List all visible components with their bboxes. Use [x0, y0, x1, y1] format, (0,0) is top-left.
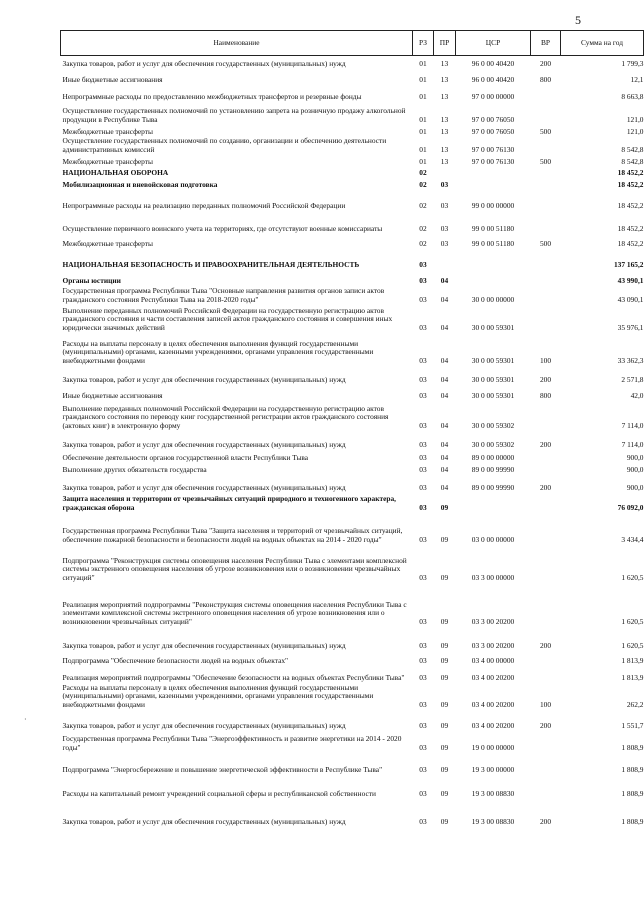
cell-name: Закупка товаров, работ и услуг для обеспечения государственных (муниципальных) нужд: [62, 816, 346, 826]
cell-name: Расходы на капитальный ремонт учреждений социальной сферы и республиканской собственности: [62, 788, 376, 798]
cell-pr: 09: [440, 699, 449, 709]
table-header-row: [61, 31, 644, 56]
cell-pr: 04: [440, 322, 449, 332]
cell-csr: 99 0 00 00000: [471, 200, 515, 210]
cell-vr: 200: [539, 58, 552, 68]
cell-name: Подпрограмма "Обеспечение безопасности людей на водных объектах": [62, 655, 289, 665]
cell-vr: 100: [539, 355, 552, 365]
table-row: [61, 85, 644, 102]
table-row: [61, 666, 644, 683]
cell-vr: 800: [539, 390, 552, 400]
cell-pr: 09: [440, 788, 449, 798]
table-row: [61, 333, 644, 366]
cell-sum: 76 092,0: [617, 502, 644, 512]
cell-rz: 03: [419, 439, 427, 449]
table-row: [61, 366, 644, 385]
cell-rz: 03: [419, 322, 427, 332]
cell-csr: 97 0 00 00000: [471, 91, 515, 101]
cell-sum: 8 542,8: [621, 144, 644, 154]
cell-rz: 01: [419, 74, 427, 84]
cell-vr: [531, 583, 561, 627]
cell-name: Осуществление государственных полномочий по созданию, организации и обеспечению деятельности административных комиссий: [62, 136, 387, 154]
cell-vr: 200: [539, 720, 552, 730]
cell-name: Межбюджетные трансферты: [62, 126, 153, 136]
table-row: [61, 799, 644, 827]
cell-csr: 19 0 00 00000: [471, 742, 515, 752]
cell-pr: 09: [440, 502, 449, 512]
cell-sum: 1 813,9: [621, 655, 644, 665]
cell-sum: 1 808,9: [621, 742, 644, 752]
cell-csr: 03 4 00 20200: [471, 699, 515, 709]
cell-rz: 02: [419, 167, 427, 177]
cell-csr: 19 3 00 00000: [471, 764, 515, 774]
cell-rz: 03: [419, 720, 427, 730]
cell-pr: 04: [440, 464, 449, 474]
cell-rz: 03: [419, 764, 427, 774]
cell-sum: 137 165,2: [613, 259, 644, 269]
cell-rz: 01: [419, 144, 427, 154]
cell-sum: 42,0: [630, 390, 644, 400]
cell-vr: 200: [539, 640, 552, 650]
cell-pr: 09: [440, 816, 449, 826]
cell-name: Подпрограмма "Реконструкция системы оповещения населения Республики Тыва с элементами комплексной системы экстренного оповещения населения об угрозе возникновения или о возникновении чрезвычайных ситуаций": [62, 555, 407, 582]
cell-vr: [531, 249, 561, 270]
cell-csr: 30 0 00 59301: [471, 355, 515, 365]
cell-name: Выполнение переданных полномочий Российской Федерации на государственную регистрацию актов гражданского состояния и части составления записей актов гражданского состояния и совершения иных юридически значимых действий: [62, 305, 393, 332]
cell-csr: 30 0 00 59301: [471, 390, 515, 400]
cell-sum: 8 663,8: [621, 91, 644, 101]
cell-name: Закупка товаров, работ и услуг для обеспечения государственных (муниципальных) нужд: [62, 720, 346, 730]
cell-name: Органы юстиции: [62, 275, 121, 285]
cell-name: Закупка товаров, работ и услуг для обеспечения государственных (муниципальных) нужд: [62, 58, 346, 68]
cell-vr: 500: [539, 156, 552, 166]
table-row: [61, 249, 644, 270]
cell-name: Государственная программа Республики Тыва "Защита населения и территорий от чрезвычайных ситуаций, обеспечение пожарной безопасности и безопасности людей на водных объектах на 2014 - 2020 годы": [62, 526, 403, 544]
table-row: [61, 167, 644, 178]
table-row: [61, 651, 644, 666]
cell-rz: 03: [419, 374, 427, 384]
cell-vr: [531, 178, 561, 190]
header-pr: ПР: [434, 31, 456, 56]
cell-rz: 03: [419, 534, 427, 544]
page-number: 5: [575, 13, 581, 27]
cell-vr: [531, 463, 561, 475]
cell-rz: 03: [419, 640, 427, 650]
cell-name: Выполнение переданных полномочий Российской Федерации на государственную регистрацию актов гражданского состояния по переводу книг государственной регистрации актов гражданского состояния (актовых книг) в электронную форму: [62, 403, 389, 430]
cell-sum: 43 990,1: [617, 275, 644, 285]
cell-name: Расходы на выплаты персоналу в целях обеспечения выполнения функций государственными (муниципальными) органами, казенными учреждениями, органами управления государственными внебюджетными фондами: [62, 682, 374, 709]
cell-pr: 09: [440, 720, 449, 730]
cell-sum: 8 542,8: [621, 156, 644, 166]
cell-sum: 1 620,5: [621, 640, 644, 650]
cell-vr: 200: [539, 482, 552, 492]
cell-pr: 09: [440, 640, 449, 650]
table-row: [61, 270, 644, 286]
cell-vr: [531, 513, 561, 545]
cell-csr: 03 0 00 00000: [471, 534, 515, 544]
header-sum: Сумма на год: [561, 31, 644, 56]
cell-csr: 96 0 00 40420: [471, 74, 515, 84]
cell-sum: 35 976,1: [617, 322, 644, 332]
cell-rz: 03: [419, 572, 427, 582]
cell-vr: [531, 753, 561, 775]
cell-pr: 04: [440, 420, 449, 430]
header-vr: ВР: [531, 31, 561, 56]
cell-pr: 04: [440, 390, 449, 400]
cell-vr: [531, 190, 561, 211]
cell-csr: 19 3 00 08830: [471, 816, 515, 826]
table-row: [61, 450, 644, 463]
table-row: [61, 545, 644, 583]
cell-csr: 03 3 00 00000: [471, 572, 515, 582]
cell-pr: 13: [440, 126, 449, 136]
cell-name: Закупка товаров, работ и услуг для обеспечения государственных (муниципальных) нужд: [62, 640, 346, 650]
cell-csr: 97 0 00 76050: [471, 126, 515, 136]
table-row: [61, 190, 644, 211]
cell-sum: 7 114,0: [621, 439, 644, 449]
table-row: [61, 627, 644, 651]
cell-name: Межбюджетные трансферты: [62, 156, 153, 166]
cell-csr: 89 0 00 99990: [471, 464, 515, 474]
cell-pr: 09: [440, 534, 449, 544]
header-name: Наименование: [61, 31, 413, 56]
table-row: [61, 69, 644, 85]
cell-csr: 03 4 00 20200: [471, 672, 515, 682]
cell-vr: [531, 666, 561, 683]
cell-sum: 1 808,9: [621, 816, 644, 826]
table-row: [61, 56, 644, 69]
cell-rz: 01: [419, 156, 427, 166]
cell-pr: 13: [440, 114, 449, 124]
cell-rz: 01: [419, 126, 427, 136]
cell-csr: 96 0 00 40420: [471, 58, 515, 68]
table-row: [61, 211, 644, 234]
cell-pr: 04: [440, 482, 449, 492]
cell-pr: 03: [440, 200, 449, 210]
table-row: [61, 286, 644, 305]
cell-csr: 89 0 00 99990: [471, 482, 515, 492]
cell-name: Подпрограмма "Энергосбережение и повышение энергетической эффективности в Республике Тыва": [62, 764, 383, 774]
table-row: [61, 493, 644, 513]
cell-vr: [531, 270, 561, 286]
cell-csr: 03 4 00 20200: [471, 720, 515, 730]
cell-name: Закупка товаров, работ и услуг для обеспечения государственных (муниципальных) нужд: [62, 374, 346, 384]
cell-csr: 30 0 00 59302: [471, 439, 515, 449]
cell-sum: 1 808,9: [621, 764, 644, 774]
cell-rz: 03: [419, 355, 427, 365]
cell-sum: 43 090,1: [617, 294, 644, 304]
cell-csr: 30 0 00 00000: [471, 294, 515, 304]
cell-name: Межбюджетные трансферты: [62, 238, 153, 248]
cell-pr: 13: [440, 74, 449, 84]
cell-vr: 200: [539, 439, 552, 449]
cell-csr: 19 3 00 08830: [471, 788, 515, 798]
cell-rz: 02: [419, 179, 427, 189]
cell-vr: 500: [539, 238, 552, 248]
cell-rz: 03: [419, 482, 427, 492]
cell-name: НАЦИОНАЛЬНАЯ БЕЗОПАСНОСТЬ И ПРАВООХРАНИТЕЛЬНАЯ ДЕЯТЕЛЬНОСТЬ: [62, 259, 360, 269]
table-row: [61, 710, 644, 731]
cell-name: Выполнение других обязательств государства: [62, 464, 207, 474]
cell-name: Закупка товаров, работ и услуг для обеспечения государственных (муниципальных) нужд: [62, 482, 346, 492]
cell-csr: 99 0 00 51180: [471, 223, 515, 233]
table-row: [61, 683, 644, 710]
table-row: [61, 583, 644, 627]
cell-pr: 13: [440, 144, 449, 154]
cell-sum: 262,2: [626, 699, 644, 709]
cell-rz: 03: [419, 390, 427, 400]
cell-pr: 09: [440, 655, 449, 665]
cell-name: Иные бюджетные ассигнования: [62, 390, 163, 400]
cell-rz: 01: [419, 114, 427, 124]
cell-vr: [531, 85, 561, 102]
cell-rz: 03: [419, 464, 427, 474]
header-csr: ЦСР: [456, 31, 531, 56]
table-row: [61, 475, 644, 493]
cell-csr: 97 0 00 76050: [471, 114, 515, 124]
cell-rz: 03: [419, 788, 427, 798]
cell-rz: 01: [419, 91, 427, 101]
budget-table: [60, 30, 644, 827]
cell-vr: [531, 545, 561, 583]
cell-rz: 03: [419, 816, 427, 826]
table-row: [61, 155, 644, 167]
cell-sum: 18 452,2: [617, 200, 644, 210]
cell-pr: [434, 249, 456, 270]
cell-pr: 09: [440, 616, 449, 626]
cell-csr: [456, 270, 531, 286]
cell-pr: 09: [440, 572, 449, 582]
cell-sum: 18 452,2: [617, 238, 644, 248]
table-row: [61, 401, 644, 431]
cell-rz: 03: [419, 452, 427, 462]
cell-vr: 200: [539, 374, 552, 384]
cell-rz: 03: [419, 420, 427, 430]
cell-pr: 13: [440, 156, 449, 166]
scan-artifact: ·: [24, 715, 27, 724]
cell-sum: 1 620,5: [621, 572, 644, 582]
cell-vr: [531, 731, 561, 753]
cell-pr: 04: [440, 439, 449, 449]
cell-pr: 09: [440, 764, 449, 774]
cell-sum: 900,0: [626, 482, 644, 492]
cell-name: Закупка товаров, работ и услуг для обеспечения государственных (муниципальных) нужд: [62, 439, 346, 449]
cell-name: Государственная программа Республики Тыва "Энергоэффективность и развитие энергетики на 2014 - 2020 годы": [62, 734, 402, 752]
cell-pr: 04: [440, 452, 449, 462]
cell-vr: [531, 102, 561, 125]
cell-sum: 18 452,2: [617, 223, 644, 233]
table-row: [61, 125, 644, 137]
cell-sum: 3 434,4: [621, 534, 644, 544]
cell-name: Осуществление первичного воинского учета на территориях, где отсутствуют военные комиссариаты: [62, 223, 383, 233]
cell-csr: 03 4 00 00000: [471, 655, 515, 665]
cell-vr: [531, 286, 561, 305]
cell-sum: 121,0: [626, 114, 644, 124]
cell-vr: [531, 211, 561, 234]
cell-name: Защита населения и территории от чрезвычайных ситуаций природного и техногенного характера, гражданская оборона: [62, 494, 397, 512]
cell-sum: 33 362,3: [617, 355, 644, 365]
cell-pr: 04: [440, 374, 449, 384]
cell-sum: 1 551,7: [621, 720, 644, 730]
cell-pr: [434, 167, 456, 178]
cell-rz: 01: [419, 58, 427, 68]
cell-sum: 1 808,9: [621, 788, 644, 798]
cell-rz: 02: [419, 200, 427, 210]
cell-sum: 900,0: [626, 452, 644, 462]
cell-name: Мобилизационная и вневойсковая подготовка: [62, 179, 218, 189]
cell-sum: 121,0: [626, 126, 644, 136]
cell-rz: 03: [419, 259, 427, 269]
cell-vr: [531, 305, 561, 333]
cell-vr: [531, 167, 561, 178]
cell-rz: 03: [419, 616, 427, 626]
cell-rz: 03: [419, 742, 427, 752]
cell-sum: 18 452,2: [617, 179, 644, 189]
table-row: [61, 178, 644, 190]
cell-vr: [531, 401, 561, 431]
cell-csr: [456, 167, 531, 178]
cell-csr: 99 0 00 51180: [471, 238, 515, 248]
cell-pr: 04: [440, 355, 449, 365]
cell-name: Иные бюджетные ассигнования: [62, 74, 163, 84]
table-row: [61, 753, 644, 775]
cell-name: Осуществление государственных полномочий по установлению запрета на розничную продажу алкогольной продукции в Республике Тыва: [62, 106, 406, 124]
cell-vr: 200: [539, 816, 552, 826]
cell-rz: 03: [419, 699, 427, 709]
cell-pr: 09: [440, 742, 449, 752]
cell-sum: 7 114,0: [621, 420, 644, 430]
cell-name: НАЦИОНАЛЬНАЯ ОБОРОНА: [62, 167, 169, 177]
cell-csr: 97 0 00 76130: [471, 144, 515, 154]
table-row: [61, 305, 644, 333]
cell-rz: 03: [419, 275, 427, 285]
cell-vr: [531, 493, 561, 513]
cell-csr: 30 0 00 59301: [471, 322, 515, 332]
cell-csr: [456, 249, 531, 270]
cell-vr: [531, 651, 561, 666]
cell-csr: [456, 178, 531, 190]
cell-pr: 03: [440, 179, 449, 189]
cell-sum: 2 571,8: [621, 374, 644, 384]
cell-pr: 04: [440, 294, 449, 304]
table-row: [61, 463, 644, 475]
cell-rz: 03: [419, 672, 427, 682]
cell-name: Реализация мероприятий подпрограммы "Обеспечение безопасности на водных объектах Республики Тыва": [62, 672, 405, 682]
cell-csr: 30 0 00 59301: [471, 374, 515, 384]
cell-sum: 1 813,9: [621, 672, 644, 682]
cell-rz: 02: [419, 238, 427, 248]
cell-name: Государственная программа Республики Тыва "Основные направления развития органов записи актов гражданского состояния Республики Тыва на 2018-2020 годы": [62, 286, 385, 304]
cell-rz: 03: [419, 502, 427, 512]
cell-pr: 13: [440, 58, 449, 68]
cell-pr: 03: [440, 223, 449, 233]
cell-sum: 900,0: [626, 464, 644, 474]
cell-pr: 09: [440, 672, 449, 682]
cell-sum: 18 452,2: [617, 167, 644, 177]
cell-sum: 12,1: [630, 74, 644, 84]
cell-csr: 89 0 00 00000: [471, 452, 515, 462]
cell-vr: 100: [539, 699, 552, 709]
cell-csr: 03 3 00 20200: [471, 616, 515, 626]
cell-pr: 13: [440, 91, 449, 101]
cell-csr: 30 0 00 59302: [471, 420, 515, 430]
cell-vr: 500: [539, 126, 552, 136]
cell-sum: 1 799,3: [621, 58, 644, 68]
cell-rz: 02: [419, 223, 427, 233]
cell-name: Обеспечение деятельности органов государственной власти Республики Тыва: [62, 452, 309, 462]
cell-name: Реализация мероприятий подпрограммы "Реконструкция системы оповещения населения Республики Тыва с элементами комплексной системы экстренного оповещения населения об угрозе возникновения или о возникновении чрезвычайных ситуаций": [62, 599, 407, 626]
table-row: [61, 431, 644, 450]
table-row: [61, 513, 644, 545]
cell-name: Непрограммные расходы по предоставлению межбюджетных трансфертов и резервные фонды: [62, 91, 362, 101]
table-row: [61, 731, 644, 753]
cell-vr: [531, 137, 561, 155]
cell-rz: 03: [419, 294, 427, 304]
table-row: [61, 137, 644, 155]
table-row: [61, 775, 644, 799]
cell-name: Расходы на выплаты персоналу в целях обеспечения выполнения функций государственными (муниципальными) органами, казенными учреждениями, органами управления государственными внебюджетными фондами: [62, 338, 374, 365]
cell-name: Непрограммные расходы на реализацию переданных полномочий Российской Федерации: [62, 200, 346, 210]
table-row: [61, 234, 644, 249]
cell-sum: 1 620,5: [621, 616, 644, 626]
header-rz: РЗ: [413, 31, 434, 56]
cell-csr: 97 0 00 76130: [471, 156, 515, 166]
table-row: [61, 385, 644, 401]
cell-rz: 03: [419, 655, 427, 665]
cell-csr: [456, 493, 531, 513]
cell-csr: 03 3 00 20200: [471, 640, 515, 650]
cell-vr: [531, 775, 561, 799]
table-row: [61, 102, 644, 125]
cell-pr: 04: [440, 275, 449, 285]
cell-vr: 800: [539, 74, 552, 84]
cell-vr: [531, 450, 561, 463]
cell-pr: 03: [440, 238, 449, 248]
